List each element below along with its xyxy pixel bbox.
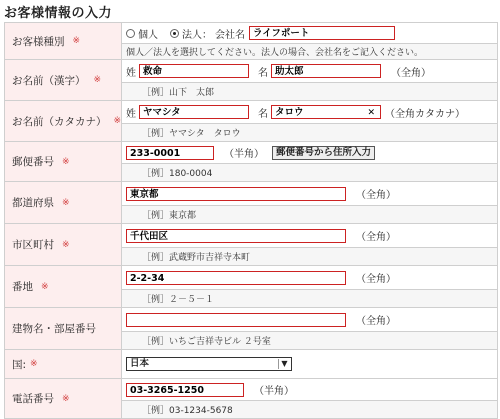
radio-corporate-label: 法人： [182, 29, 212, 41]
label-city: 市区町村 ※ [5, 224, 122, 265]
label-country: 国: ※ [5, 350, 122, 378]
address-suffix: （全角） [356, 274, 396, 285]
customer-form [4, 22, 498, 419]
phone-input[interactable]: 03-3265-1250 [126, 383, 244, 397]
sei-kanji-input[interactable]: 救命 [139, 64, 249, 78]
address-input[interactable]: 2-2-34 [126, 271, 346, 285]
row-name-kanji [4, 60, 498, 101]
row-address [4, 266, 498, 308]
mei-kanji-input[interactable]: 助太郎 [271, 64, 381, 78]
prefecture-example: ［例］東京都 [122, 205, 497, 223]
row-building [4, 308, 498, 350]
prefecture-suffix: （全角） [356, 190, 396, 201]
page-title: お客様情報の入力 [4, 6, 113, 21]
clear-icon[interactable]: ✕ [367, 108, 375, 118]
mei-kana-label: 名 [258, 108, 268, 120]
radio-corporate[interactable] [170, 29, 179, 38]
row-customer-type [4, 23, 498, 60]
row-prefecture [4, 182, 498, 224]
label-phone: 電話番号 ※ [5, 379, 122, 418]
sei-label: 姓 [126, 67, 136, 79]
country-select[interactable]: 日本 ▼ [126, 357, 292, 371]
postal-input[interactable]: 233-0001 [126, 146, 214, 160]
mei-label: 名 [258, 67, 268, 79]
phone-suffix: （半角） [254, 386, 294, 397]
building-example: ［例］いちご吉祥寺ビル ２号室 [122, 331, 497, 349]
address-example: ［例］２－５－１ [122, 289, 497, 307]
building-suffix: （全角） [356, 316, 396, 327]
building-input[interactable] [126, 313, 346, 327]
label-prefecture: 都道府県 ※ [5, 182, 122, 223]
city-input[interactable]: 千代田区 [126, 229, 346, 243]
sei-kana-input[interactable]: ヤマシタ [139, 105, 249, 119]
row-name-kana [4, 101, 498, 142]
customer-type-note: 個人／法人を選択してください。法人の場合、会社名をご記入ください。 [122, 43, 497, 59]
row-phone [4, 379, 498, 419]
postal-example: ［例］180-0004 [122, 163, 497, 181]
company-name-input[interactable]: ライフポート [249, 26, 395, 40]
row-city [4, 224, 498, 266]
name-kana-example: ［例］ヤマシタ タロウ [122, 123, 497, 141]
radio-individual[interactable] [126, 29, 135, 38]
city-suffix: （全角） [356, 232, 396, 243]
name-kana-suffix: （全角カタカナ） [385, 108, 465, 120]
required-mark: ※ [72, 36, 81, 46]
label-name-kana: お名前（カタカナ） ※ [5, 101, 122, 141]
label-postal: 郵便番号 ※ [5, 142, 122, 181]
label-address: 番地 ※ [5, 266, 122, 307]
name-kanji-example: ［例］山下 太郎 [122, 82, 497, 100]
row-country [4, 350, 498, 379]
chevron-down-icon: ▼ [278, 359, 290, 369]
name-kanji-suffix: （全角） [391, 67, 431, 79]
label-building: 建物名・部屋番号 [5, 308, 122, 349]
city-example: ［例］武蔵野市吉祥寺本町 [122, 247, 497, 265]
company-name-label: 会社名 [215, 29, 245, 41]
label-customer-type: お客様種別 ※ [5, 23, 122, 59]
row-postal [4, 142, 498, 182]
label-name-kanji: お名前（漢字） ※ [5, 60, 122, 100]
postal-lookup-button[interactable]: 郵便番号から住所入力 [272, 146, 375, 160]
mei-kana-input[interactable]: タロウ ✕ [271, 105, 381, 119]
prefecture-input[interactable]: 東京都 [126, 187, 346, 201]
sei-kana-label: 姓 [126, 108, 136, 120]
radio-individual-label: 個人 [138, 29, 158, 41]
phone-example: ［例］03-1234-5678 [122, 400, 497, 418]
postal-suffix: （半角） [224, 149, 264, 160]
